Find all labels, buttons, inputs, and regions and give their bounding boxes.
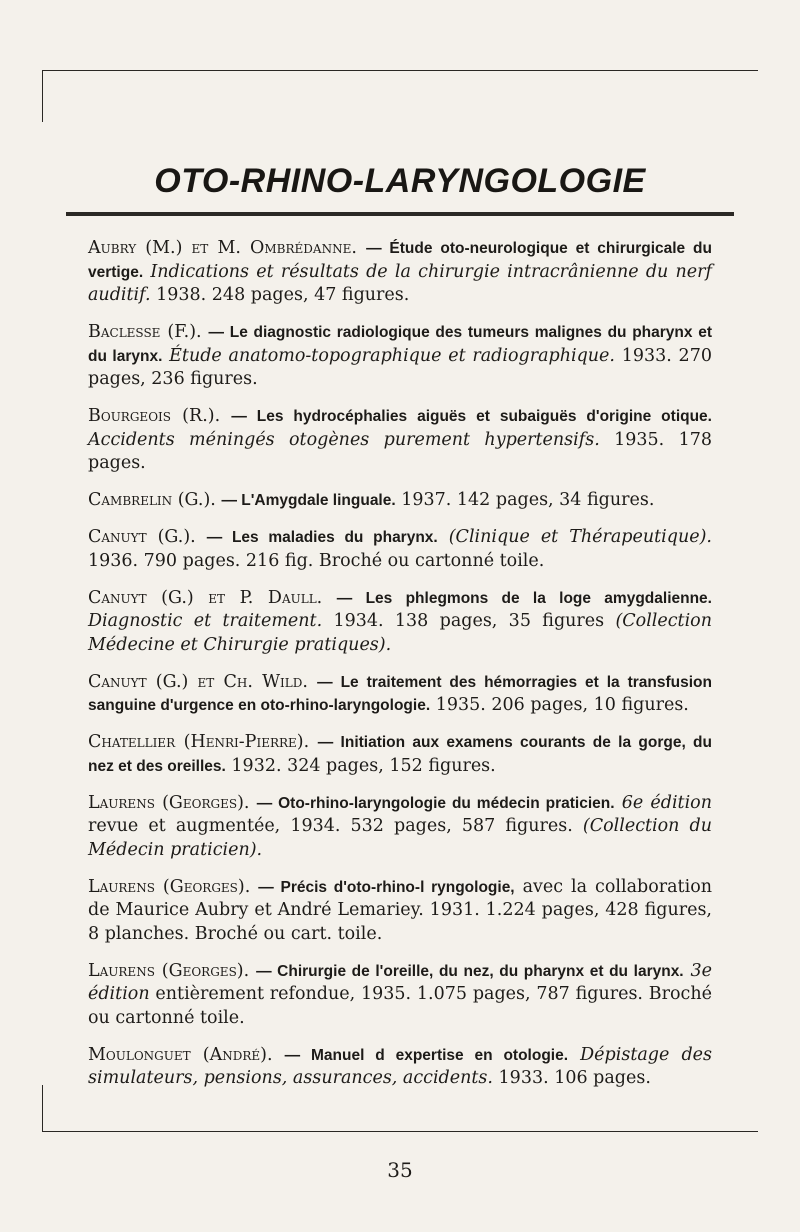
bibliography-entry: [88, 960, 712, 1031]
entry-author: Laurens (Georges).: [88, 792, 250, 813]
page-title: OTO-RHINO-LARYNGOLOGIE: [154, 162, 646, 200]
frame-top-rule: [42, 70, 758, 71]
entry-details: avec la collaboration de Maurice Aubry et André Lemariey. 1931. 1.224 pages, 428 figures, 8 planches. Broché ou cart. toile.: [88, 876, 712, 944]
entry-details: revue et augmentée, 1934. 532 pages, 587 figures.: [88, 816, 573, 836]
bibliography-entry: [88, 321, 712, 392]
bibliography-entry: [88, 526, 712, 573]
entry-author: Aubry (M.) et M. Ombrédanne.: [88, 238, 357, 258]
entry-details: 1937. 142 pages, 34 figures.: [401, 490, 655, 510]
entry-author: Canuyt (G.) et Ch. Wild.: [88, 671, 308, 692]
entry-author: Laurens (Georges).: [88, 960, 250, 981]
entry-title: — Précis d'oto-rhino-l ryngologie,: [258, 878, 515, 896]
frame-bottom-rule: [42, 1131, 758, 1132]
bibliography-entry: [88, 1044, 712, 1091]
entry-author: Canuyt (G.) et P. Daull.: [88, 587, 323, 608]
entry-title: — L'Amygdale linguale.: [221, 492, 396, 509]
entry-subtitle: Indications et résultats de la chirurgie intracrânienne du nerf auditif.: [88, 261, 712, 305]
page-number: 35: [387, 1158, 413, 1182]
bibliography-entry: [88, 489, 712, 513]
entry-details: 1935. 178 pages.: [88, 429, 712, 473]
entry-author: Canuyt (G.).: [88, 527, 196, 547]
entry-title: — Le traitement des hémorragies et la transfusion sanguine d'urgence en oto-rhino-laryngologie.: [88, 673, 712, 714]
bibliography-entry: [88, 671, 712, 718]
frame-left-bottom-rule: [42, 1085, 43, 1131]
entry-subtitle: Étude anatomo-topographique et radiographique.: [169, 345, 615, 366]
entry-subtitle: 6e édition: [621, 792, 712, 813]
entry-author: Bourgeois (R.).: [88, 406, 221, 426]
entry-collection: (Collection du Médecin praticien).: [88, 816, 712, 860]
entry-details: 1934. 138 pages, 35 figures: [333, 611, 605, 631]
entry-subtitle: 3e édition: [88, 960, 712, 1004]
entry-title: — Chirurgie de l'oreille, du nez, du pharynx et du larynx.: [256, 962, 684, 980]
entry-subtitle: Dépistage des simulateurs, pensions, assurances, accidents.: [88, 1044, 712, 1088]
entry-details: 1933. 106 pages.: [498, 1068, 651, 1088]
entry-details: 1936. 790 pages. 216 fig. Broché ou cartonné toile.: [88, 550, 545, 571]
entry-author: Laurens (Georges).: [88, 876, 251, 897]
frame-left-rule: [42, 70, 43, 122]
entry-subtitle: (Clinique et Thérapeutique).: [448, 527, 712, 547]
entry-details: 1935. 206 pages, 10 figures.: [435, 695, 689, 715]
entry-details: 1932. 324 pages, 152 figures.: [231, 755, 496, 776]
bibliography-entry: [88, 587, 712, 658]
entry-title: — Le diagnostic radiologique des tumeurs malignes du pharynx et du larynx.: [88, 324, 712, 365]
entry-details: 1938. 248 pages, 47 figures.: [156, 285, 410, 305]
entry-title: — Les maladies du pharynx.: [206, 529, 438, 546]
entry-title: — Étude oto-neurologique et chirurgicale du vertige.: [88, 240, 712, 281]
bibliography-entry: [88, 405, 712, 476]
entry-title: — Les phlegmons de la loge amygdalienne.: [336, 589, 712, 607]
entry-title: — Oto-rhino-laryngologie du médecin praticien.: [256, 794, 615, 812]
entry-subtitle: Accidents méningés otogènes purement hypertensifs.: [88, 429, 600, 450]
entry-details: entièrement refondue, 1935. 1.075 pages, 787 figures. Broché ou cartonné toile.: [88, 984, 712, 1028]
bibliography-entry: [88, 731, 712, 778]
bibliography-entry: [88, 792, 712, 863]
bibliography-entry: [88, 237, 712, 308]
entry-title: — Initiation aux examens courants de la gorge, du nez et des oreilles.: [88, 734, 712, 775]
entry-details: 1933. 270 pages, 236 figures.: [88, 345, 712, 389]
entry-collection: (Collection Médecine et Chirurgie pratiques).: [88, 611, 712, 655]
title-underline: [66, 212, 734, 216]
bibliography-entry: [88, 876, 712, 947]
bibliography-list: [88, 237, 712, 1104]
entry-author: Moulonguet (André).: [88, 1044, 273, 1065]
entry-subtitle: Diagnostic et traitement.: [88, 611, 323, 631]
entry-title: — Manuel d expertise en otologie.: [284, 1046, 569, 1064]
entry-author: Cambrelin (G.).: [88, 490, 216, 510]
entry-title: — Les hydrocéphalies aiguës et subaiguës d'origine otique.: [231, 408, 712, 425]
entry-author: Baclesse (F.).: [88, 322, 202, 342]
entry-author: Chatellier (Henri-Pierre).: [88, 732, 310, 752]
